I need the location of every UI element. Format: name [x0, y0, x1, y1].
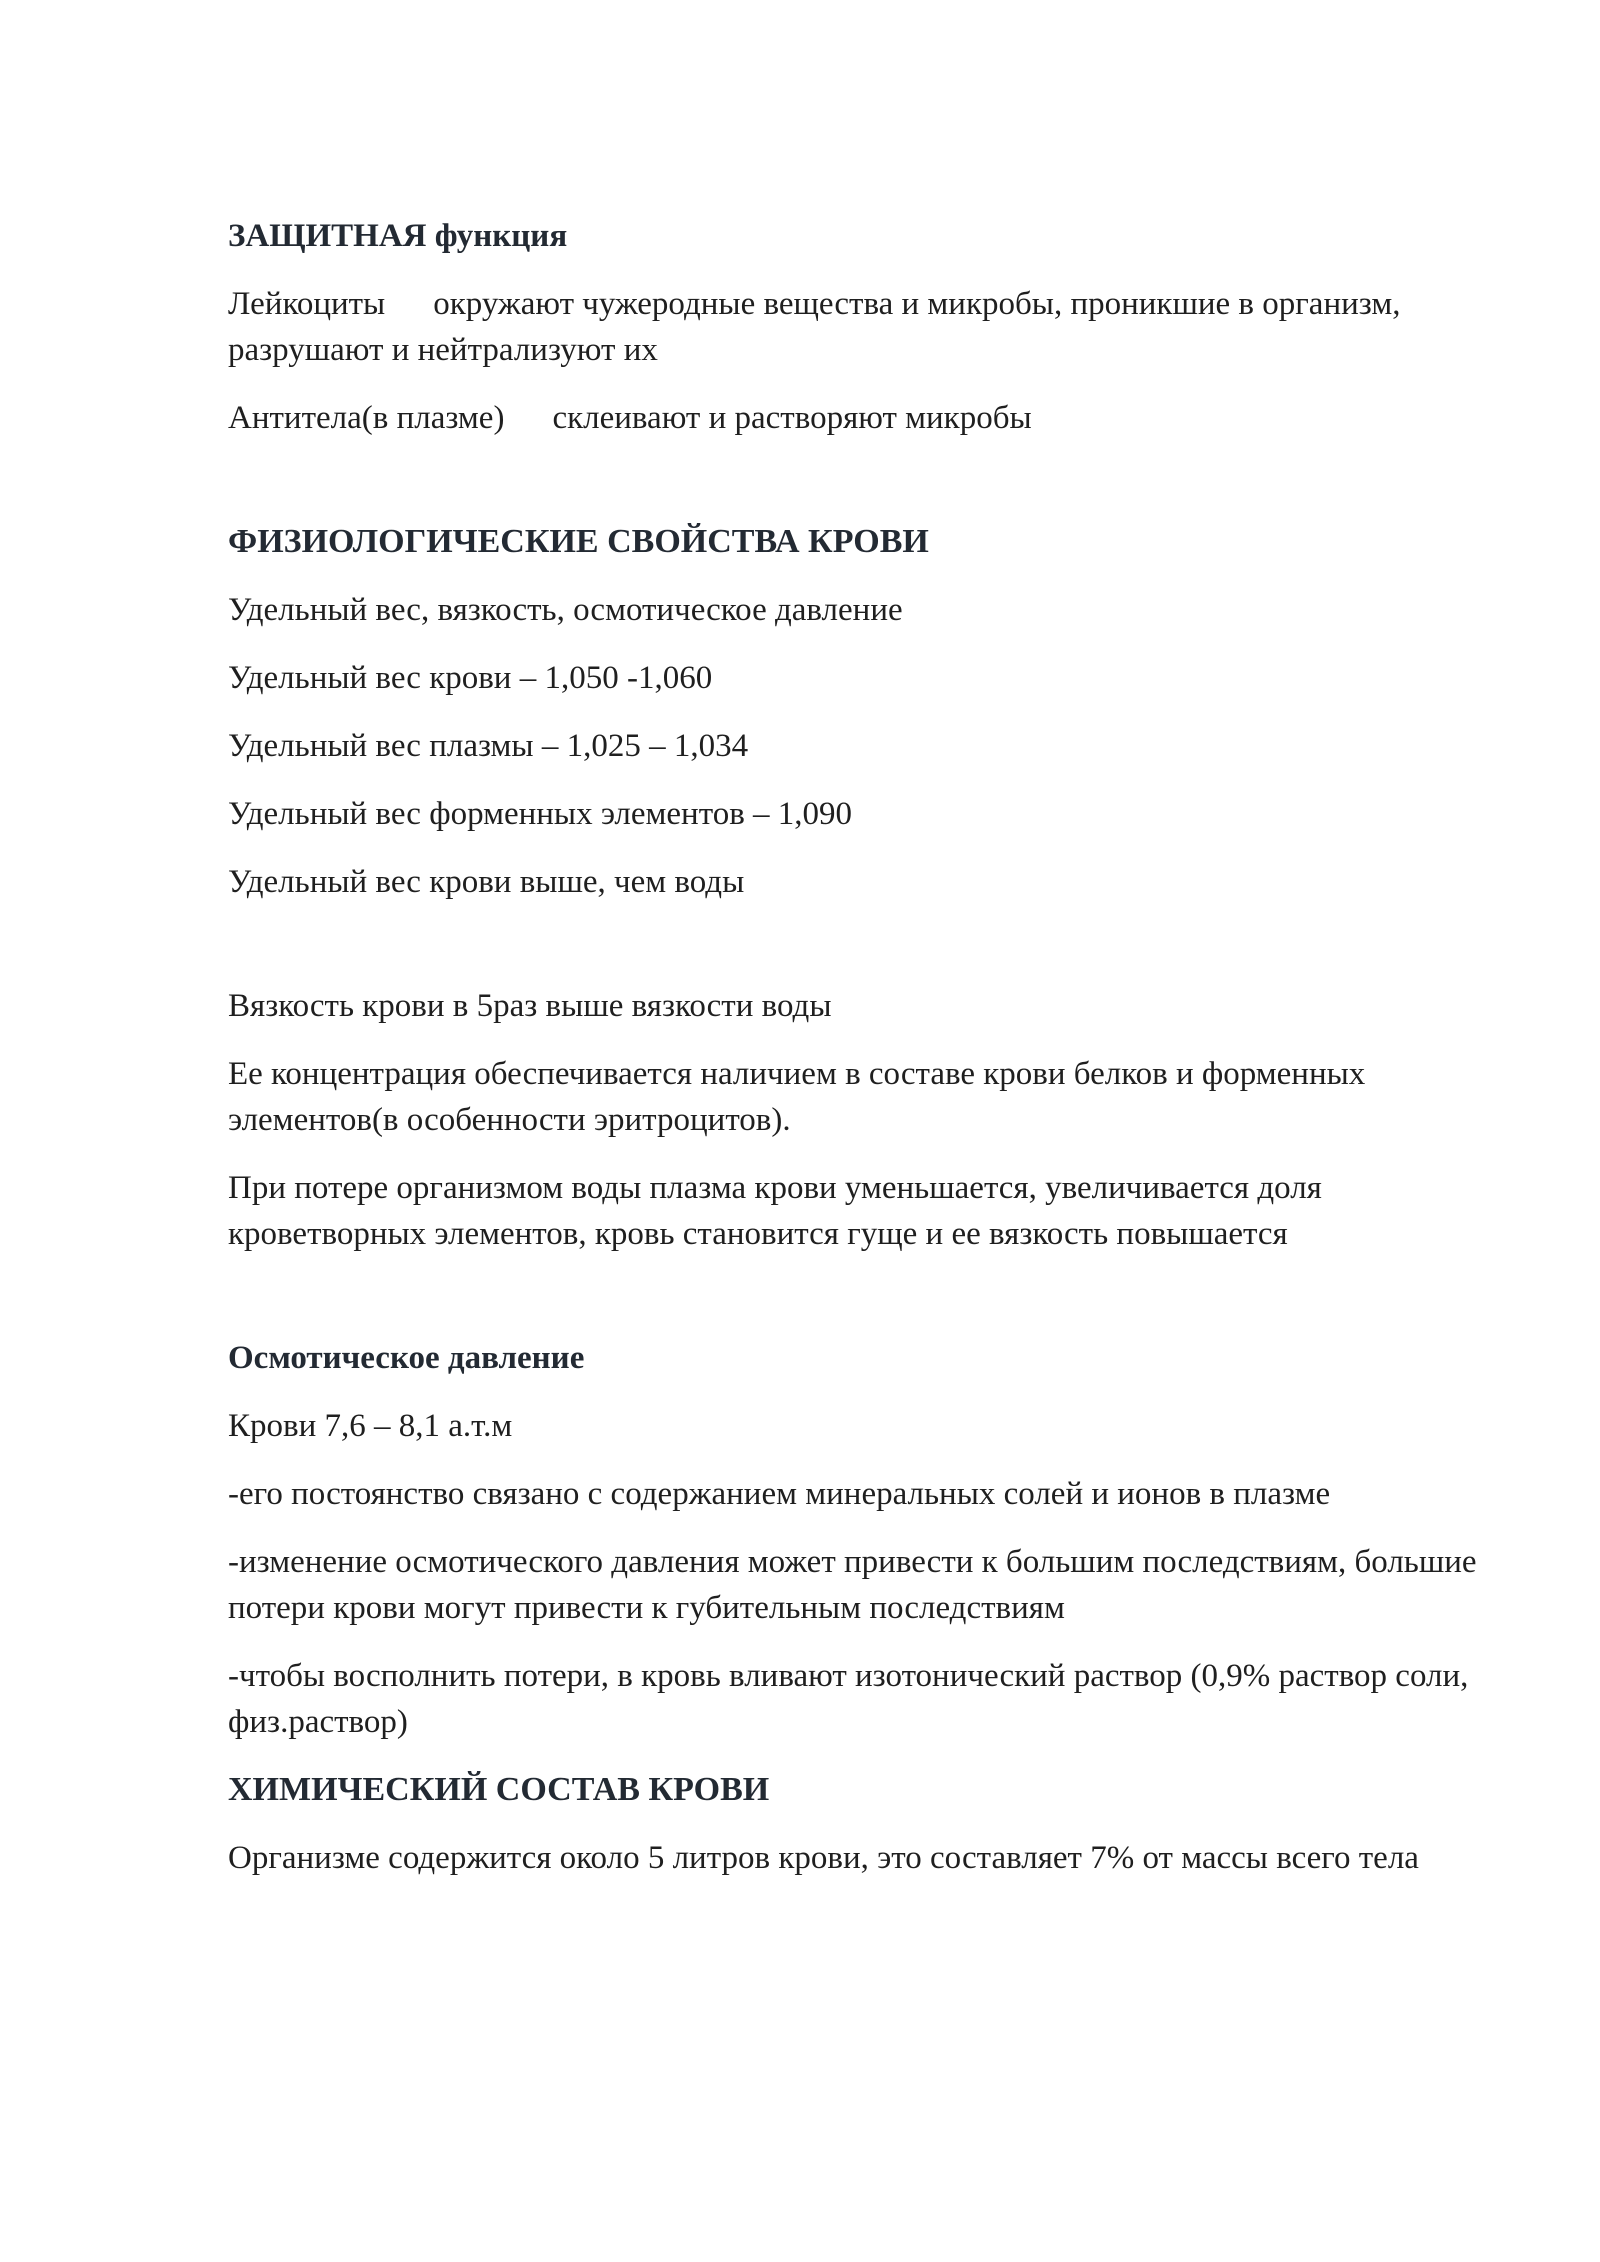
paragraph-physiological-3: Удельный вес плазмы – 1,025 – 1,034 [228, 728, 749, 764]
heading-osmotic-pressure: Осмотическое давление [228, 1340, 585, 1376]
paragraph-osmotic-3: -изменение осмотического давления может привести к большим последствиям, большие потери крови могут привести к губительным последствиям [228, 1544, 1477, 1626]
paragraph-physiological-4: Удельный вес форменных элементов – 1,090 [228, 796, 853, 832]
term-leukocytes: Лейкоциты [228, 286, 386, 322]
paragraph-antibodies [228, 395, 1518, 441]
paragraph-physiological-5: Удельный вес крови выше, чем воды [228, 864, 745, 900]
paragraph-physiological-2: Удельный вес крови – 1,050 -1,060 [228, 660, 713, 696]
paragraph-viscosity-2: Ее концентрация обеспечивается наличием в составе крови белков и форменных элементов(в особенности эритроцитов). [228, 1056, 1366, 1138]
paragraph-osmotic-4: -чтобы восполнить потери, в кровь вливают изотонический раствор (0,9% раствор соли, физ.раствор) [228, 1658, 1469, 1740]
paragraph-leukocytes [228, 281, 1518, 373]
paragraph-osmotic-2: -его постоянство связано с содержанием минеральных солей и ионов в плазме [228, 1476, 1331, 1512]
heading-physiological-properties: ФИЗИОЛОГИЧЕСКИЕ СВОЙСТВА КРОВИ [228, 523, 929, 560]
paragraph-viscosity-1: Вязкость крови в 5раз выше вязкости воды [228, 988, 832, 1024]
text-leukocytes: окружают чужеродные вещества и микробы, проникшие в организм, разрушают и нейтрализуют их [228, 286, 1401, 368]
paragraph-chemical-1: Организме содержится около 5 литров крови, это составляет 7% от массы всего тела [228, 1840, 1419, 1876]
paragraph-physiological-1: Удельный вес, вязкость, осмотическое давление [228, 592, 903, 628]
term-antibodies: Антитела(в плазме) [228, 400, 505, 436]
heading-protective-rest: функция [426, 218, 568, 254]
text-antibodies: склеивают и растворяют микробы [552, 400, 1032, 436]
heading-chemical-composition: ХИМИЧЕСКИЙ СОСТАВ КРОВИ [228, 1771, 770, 1808]
heading-protective-bold: ЗАЩИТНАЯ [228, 218, 427, 254]
document-content [228, 213, 1518, 1903]
heading-protective-function [228, 213, 1518, 259]
paragraph-osmotic-1: Крови 7,6 – 8,1 а.т.м [228, 1408, 513, 1444]
paragraph-viscosity-3: При потере организмом воды плазма крови уменьшается, увеличивается доля кроветворных элементов, кровь становится гуще и ее вязкость повышается [228, 1170, 1322, 1252]
